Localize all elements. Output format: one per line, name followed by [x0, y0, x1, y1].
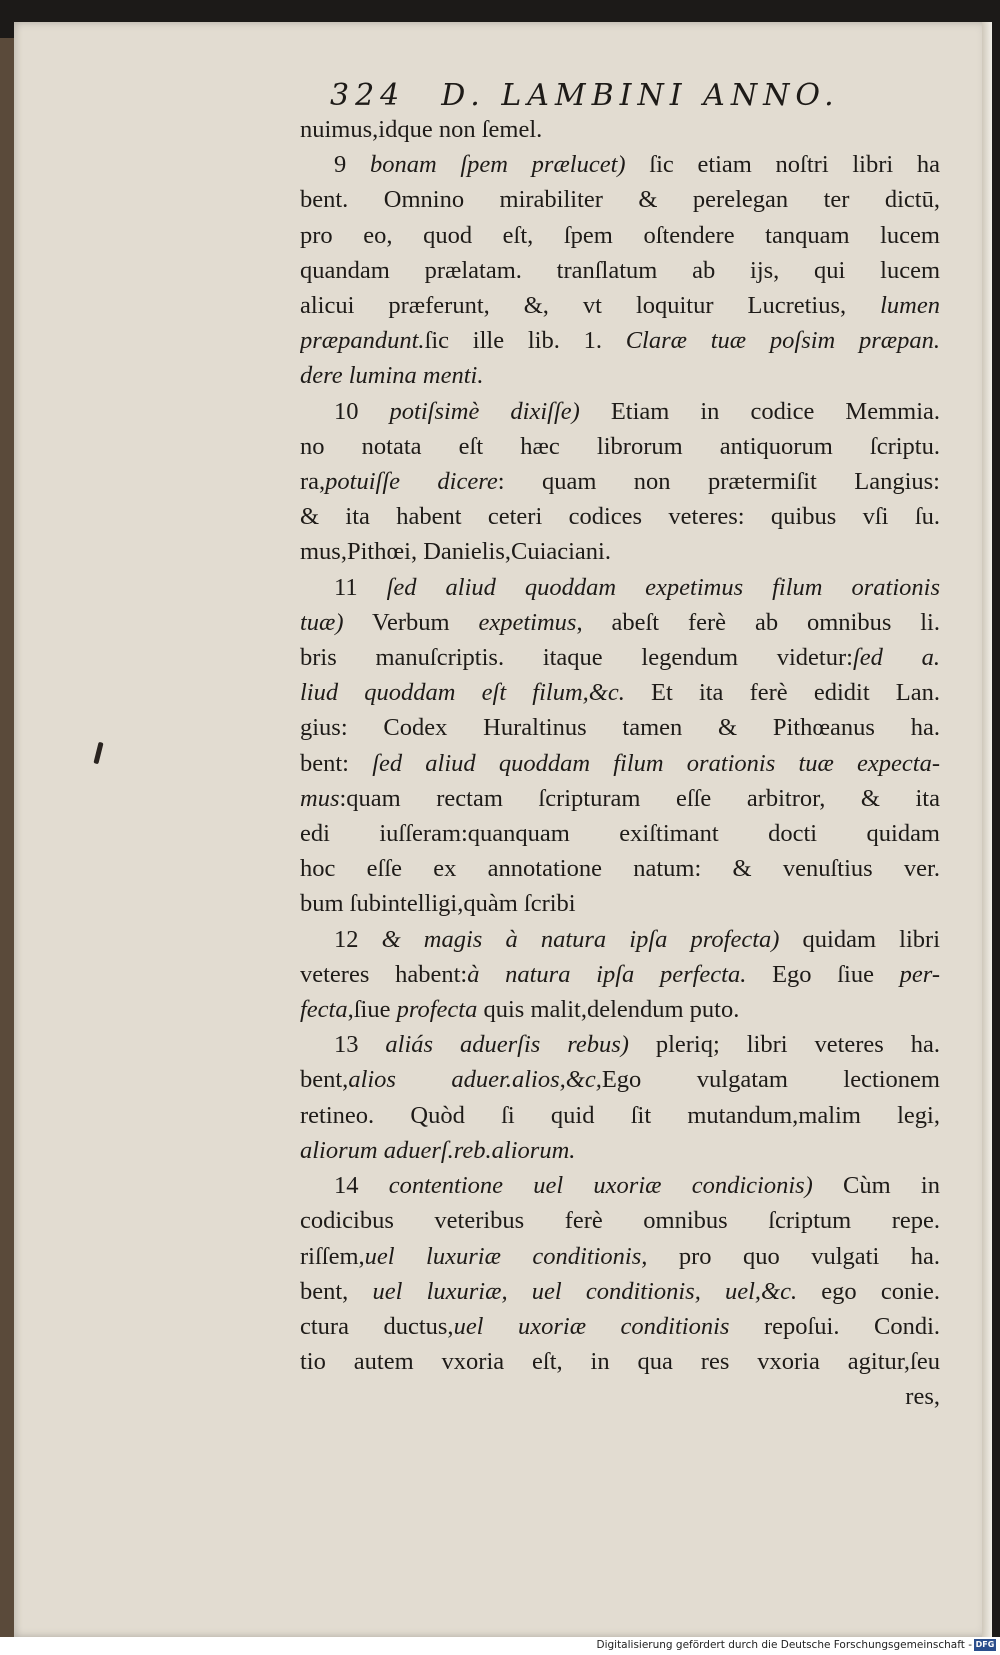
- text-segment: : quam non prætermiſit Langius:: [497, 468, 940, 496]
- italic-segment: bonam ſpem prælucet): [369, 151, 626, 179]
- text-line: [300, 358, 940, 393]
- text-segment: res,: [905, 1383, 940, 1411]
- italic-segment: liud quoddam eſt filum,&c.: [300, 679, 625, 707]
- italic-segment: contentione uel uxoriæ condicionis): [388, 1172, 813, 1200]
- text-segment: , abeſt ferè ab omnibus li.: [576, 608, 940, 636]
- text-segment: bris manuſcriptis. itaque legendum videtur:: [300, 644, 853, 672]
- text-segment: 14: [334, 1172, 389, 1200]
- text-line: [300, 147, 940, 182]
- italic-segment: uel uxoriæ conditionis: [453, 1312, 730, 1340]
- text-segment: tio autem vxoria eſt, in qua res vxoria agitur,ſeu: [300, 1348, 940, 1376]
- text-line: [300, 781, 940, 816]
- italic-segment: ſed a.: [852, 644, 940, 672]
- text-line: [300, 182, 940, 217]
- page-number: 324: [330, 78, 406, 113]
- footer-credit: Digitalisierung gefördert durch die Deutsche Forschungsgemeinschaft -: [596, 1639, 972, 1651]
- italic-segment: mus: [300, 784, 340, 812]
- text-segment: 13: [334, 1031, 386, 1059]
- text-segment: mus,Pithœi, Danielis,Cuiaciani.: [300, 538, 611, 566]
- text-line: [300, 675, 940, 710]
- italic-segment: & magis à natura ipſa profecta): [381, 925, 780, 953]
- text-segment: Ego ſiue: [746, 960, 900, 988]
- text-line: [300, 112, 940, 147]
- text-segment: gius: Codex Huraltinus tamen & Pithœanus ha.: [300, 714, 940, 742]
- italic-segment: alios aduer.alios,&c,: [348, 1066, 602, 1094]
- text-segment: bent. Omnino mirabiliter & perelegan ter dictū,: [300, 186, 940, 214]
- text-line: [300, 605, 940, 640]
- text-segment: Etiam in codice Memmia.: [579, 397, 940, 425]
- text-line: [300, 851, 940, 886]
- text-segment: veteres habent:: [300, 960, 468, 988]
- text-segment: Verbum: [343, 608, 479, 636]
- text-line: [300, 992, 940, 1027]
- italic-segment: per-: [899, 960, 940, 988]
- italic-segment: à natura ipſa perfecta.: [467, 960, 747, 988]
- text-line: [300, 570, 940, 605]
- italic-segment: aliás aduerſis rebus): [385, 1031, 629, 1059]
- text-line: [300, 640, 940, 675]
- text-segment: nuimus,idque non ſemel.: [300, 116, 543, 143]
- text-line: [300, 710, 940, 745]
- text-segment: riſſem,: [300, 1242, 365, 1270]
- text-line: [300, 957, 940, 992]
- italic-segment: ſed aliud quoddam expetimus filum orationis: [386, 573, 940, 601]
- text-segment: ſic etiam noſtri libri ha: [625, 151, 940, 179]
- text-segment: hoc eſſe ex annotatione natum: & venuſtius ver.: [300, 855, 940, 883]
- text-line: [300, 534, 940, 569]
- italic-segment: ſed aliud quoddam filum orationis tuæ expecta-: [372, 749, 940, 777]
- text-line: [300, 1344, 940, 1379]
- text-segment: bent,: [300, 1066, 349, 1094]
- text-segment: bum ſubintelligi,quàm ſcribi: [300, 890, 576, 918]
- text-segment: edi iuſſeram:quanquam exiſtimant docti quidam: [300, 820, 940, 848]
- text-segment: quandam prælatam. tranſlatum ab ijs, qui lucem: [300, 256, 940, 284]
- text-line: [300, 816, 940, 851]
- italic-segment: aliorum aduerſ.reb.aliorum.: [300, 1136, 576, 1164]
- text-segment: Cùm in: [812, 1172, 940, 1200]
- text-segment: & ita habent ceteri codices veteres: quibus vſi ſu.: [300, 503, 940, 531]
- text-segment: ,ſiue: [347, 996, 397, 1024]
- text-segment: codicibus veteribus ferè omnibus ſcriptum repe.: [300, 1207, 940, 1235]
- text-segment: 11: [334, 573, 387, 601]
- text-line: [300, 1203, 940, 1238]
- italic-segment: expetimus: [478, 608, 577, 636]
- italic-segment: tuæ): [300, 608, 344, 636]
- text-line: [300, 746, 940, 781]
- text-segment: repoſui. Condi.: [729, 1312, 940, 1340]
- text-segment: 12: [334, 925, 382, 953]
- italic-segment: uel luxuriæ conditionis,: [364, 1242, 648, 1270]
- dfg-logo: DFG: [975, 1640, 995, 1649]
- text-segment: 10: [334, 397, 390, 425]
- text-line: [300, 1133, 940, 1168]
- italic-segment: uel luxuriæ, uel conditionis, uel,&c.: [372, 1277, 798, 1305]
- italic-segment: dere lumina menti.: [300, 362, 484, 390]
- text-line: [300, 323, 940, 358]
- italic-segment: potiſsimè dixiſſe): [389, 397, 580, 425]
- italic-segment: fecta: [300, 996, 348, 1024]
- text-segment: retineo. Quòd ſi quid ſit mutandum,malim legi,: [300, 1101, 940, 1129]
- text-segment: ſic ille lib. 1.: [424, 327, 626, 355]
- text-line: [300, 1239, 940, 1274]
- text-segment: pleriq; libri veteres ha.: [628, 1031, 940, 1059]
- text-line: [300, 394, 940, 429]
- text-segment: pro eo, quod eſt, ſpem oſtendere tanquam lucem: [300, 221, 940, 249]
- text-line: [300, 922, 940, 957]
- text-line: [300, 1027, 940, 1062]
- text-segment: Ego vulgatam lectionem: [601, 1066, 940, 1094]
- text-segment: ra,: [300, 468, 326, 496]
- text-line: [300, 1379, 940, 1414]
- italic-segment: profecta: [396, 996, 478, 1024]
- text-line: [300, 886, 940, 921]
- text-line: [300, 1168, 940, 1203]
- text-segment: bent,: [300, 1277, 373, 1305]
- text-line: [300, 464, 940, 499]
- text-line: [300, 1062, 940, 1097]
- text-segment: no notata eſt hæc librorum antiquorum ſcriptu.: [300, 432, 940, 460]
- text-segment: ego conie.: [797, 1277, 940, 1305]
- text-segment: alicui præferunt, &, vt loquitur Lucretius,: [300, 292, 881, 320]
- text-segment: pro quo vulgati ha.: [647, 1242, 940, 1270]
- text-segment: quidam libri: [779, 925, 940, 953]
- page-edge: [982, 22, 992, 1637]
- italic-segment: præpandunt.: [300, 327, 425, 355]
- italic-segment: lumen: [880, 292, 940, 320]
- running-head: [330, 78, 840, 113]
- text-line: [300, 218, 940, 253]
- text-line: [300, 288, 940, 323]
- text-line: [300, 1098, 940, 1133]
- text-line: [300, 429, 940, 464]
- text-segment: 9: [334, 151, 370, 179]
- text-line: [300, 253, 940, 288]
- text-segment: ctura ductus,: [300, 1312, 454, 1340]
- text-line: [300, 1274, 940, 1309]
- text-segment: quis malit,delendum puto.: [477, 996, 740, 1024]
- page-text: [300, 112, 940, 1415]
- text-line: [300, 1309, 940, 1344]
- text-segment: bent:: [300, 749, 373, 777]
- text-segment: :quam rectam ſcripturam eſſe arbitror, & ita: [339, 784, 940, 812]
- running-title: D. LAMBINI ANNO.: [441, 78, 840, 113]
- text-line: [300, 499, 940, 534]
- italic-segment: Claræ tuæ poſsim præpan.: [625, 327, 940, 355]
- text-segment: Et ita ferè edidit Lan.: [624, 679, 940, 707]
- italic-segment: potuiſſe dicere: [325, 468, 498, 496]
